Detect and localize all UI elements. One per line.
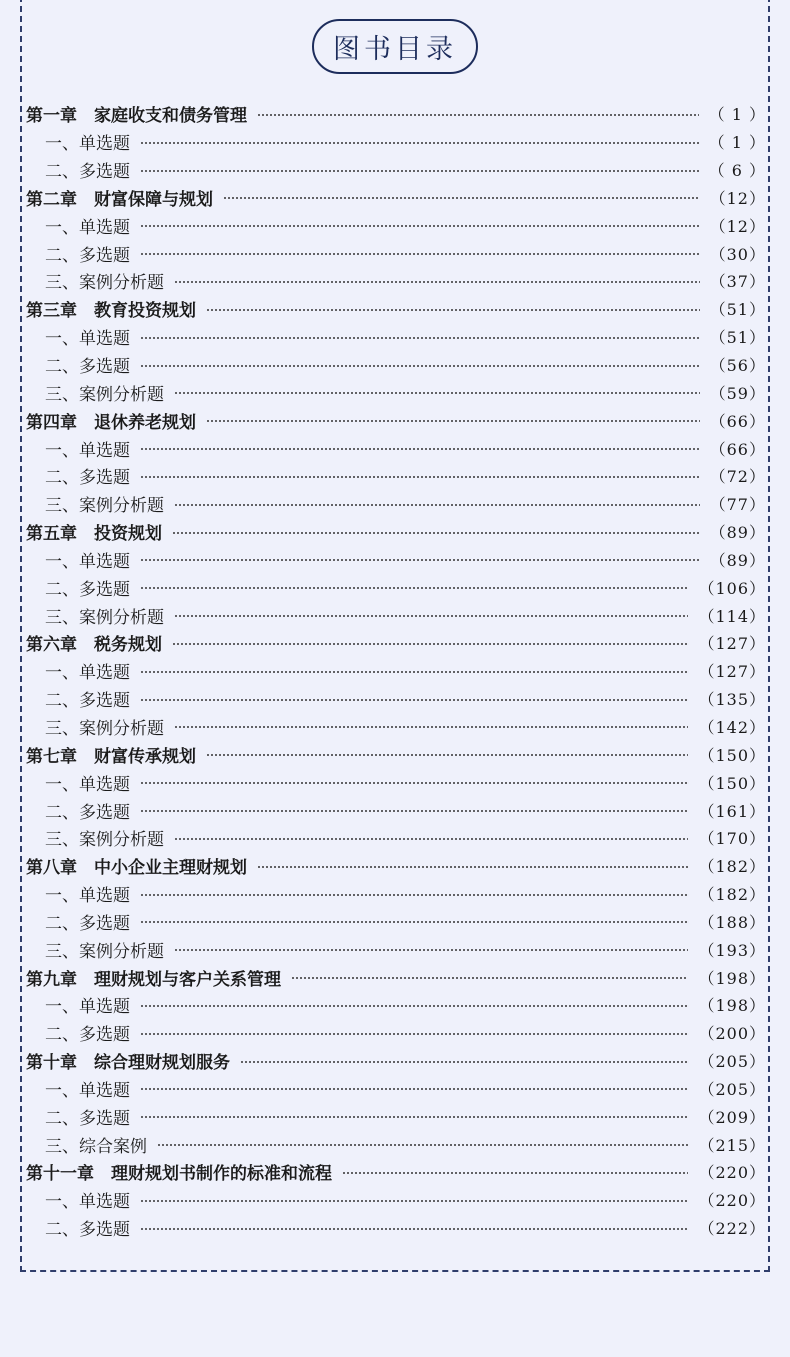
toc-entry-label: 二、多选题	[45, 468, 130, 489]
toc-section-row[interactable]	[26, 1214, 766, 1242]
toc-entry-label: 一、单选题	[45, 663, 130, 684]
toc-entry-label: 一、单选题	[45, 217, 130, 238]
dot-leader	[291, 977, 688, 979]
dot-leader	[174, 949, 688, 951]
dot-leader	[257, 866, 688, 868]
dot-leader	[140, 1116, 688, 1118]
toc-section-row[interactable]	[26, 601, 766, 629]
toc-section-row[interactable]	[26, 128, 766, 156]
toc-entry-label: 二、多选题	[45, 802, 130, 823]
dot-leader	[140, 587, 688, 589]
toc-page-number: （106）	[698, 578, 766, 598]
toc-page-number: （198）	[698, 996, 766, 1016]
toc-entry-label: 第五章 投资规划	[26, 524, 162, 545]
toc-page-number: （114）	[698, 606, 766, 626]
toc-entry-label: 第二章 财富保障与规划	[26, 189, 213, 210]
toc-section-row[interactable]	[26, 1186, 766, 1214]
toc-chapter-row[interactable]	[26, 1158, 766, 1186]
toc-page-number: （56）	[709, 356, 766, 376]
toc-entry-label: 二、多选题	[45, 357, 130, 378]
dot-leader	[257, 114, 699, 116]
toc-chapter-row[interactable]	[26, 963, 766, 991]
toc-entry-label: 三、案例分析题	[45, 607, 164, 628]
toc-page-number: （59）	[709, 383, 766, 403]
toc-page-number: （37）	[709, 272, 766, 292]
toc-section-row[interactable]	[26, 824, 766, 852]
dot-leader	[174, 281, 700, 283]
dot-leader	[140, 337, 700, 339]
toc-page-number: （142）	[698, 717, 766, 737]
dot-leader	[206, 754, 688, 756]
dot-leader	[140, 894, 688, 896]
toc-entry-label: 三、综合案例	[45, 1136, 147, 1157]
toc-entry-label: 三、案例分析题	[45, 941, 164, 962]
toc-page-number: （182）	[698, 857, 766, 877]
dot-leader	[174, 726, 688, 728]
toc-section-row[interactable]	[26, 462, 766, 490]
toc-section-row[interactable]	[26, 657, 766, 685]
dot-leader	[140, 782, 688, 784]
dot-leader	[140, 810, 688, 812]
toc-entry-label: 一、单选题	[45, 774, 130, 795]
toc-chapter-row[interactable]	[26, 518, 766, 546]
toc-entry-label: 第四章 退休养老规划	[26, 412, 196, 433]
toc-entry-label: 二、多选题	[45, 1108, 130, 1129]
toc-page-number: （220）	[698, 1191, 766, 1211]
dot-leader	[140, 671, 688, 673]
toc-entry-label: 二、多选题	[45, 245, 130, 266]
toc-entry-label: 一、单选题	[45, 997, 130, 1018]
toc-entry-label: 第三章 教育投资规划	[26, 301, 196, 322]
toc-section-row[interactable]	[26, 768, 766, 796]
toc-chapter-row[interactable]	[26, 295, 766, 323]
toc-section-row[interactable]	[26, 434, 766, 462]
toc-page-number: （188）	[698, 912, 766, 932]
toc-chapter-row[interactable]	[26, 406, 766, 434]
toc-page-number: （51）	[709, 300, 766, 320]
toc-section-row[interactable]	[26, 991, 766, 1019]
toc-page-number: （205）	[698, 1079, 766, 1099]
toc-page-number: （89）	[709, 523, 766, 543]
toc-entry-label: 第十一章 理财规划书制作的标准和流程	[26, 1164, 332, 1185]
dot-leader	[140, 699, 688, 701]
toc-page-number: （222）	[698, 1219, 766, 1239]
toc-entry-label: 三、案例分析题	[45, 718, 164, 739]
dot-leader	[174, 392, 700, 394]
toc-section-row[interactable]	[26, 880, 766, 908]
toc-page-number: （198）	[698, 968, 766, 988]
toc-section-row[interactable]	[26, 685, 766, 713]
toc-section-row[interactable]	[26, 211, 766, 239]
dot-leader	[140, 476, 700, 478]
toc-page-number: （ 6 ）	[708, 161, 766, 181]
toc-page-number: （209）	[698, 1107, 766, 1127]
toc-entry-label: 二、多选题	[45, 1220, 130, 1241]
toc-entry-label: 二、多选题	[45, 913, 130, 934]
toc-section-row[interactable]	[26, 1075, 766, 1103]
dot-leader	[140, 921, 688, 923]
dot-leader	[157, 1144, 688, 1146]
toc-page-number: （182）	[698, 885, 766, 905]
toc-entry-label: 第八章 中小企业主理财规划	[26, 858, 247, 879]
toc-entry-label: 一、单选题	[45, 134, 130, 155]
toc-entry-label: 一、单选题	[45, 1080, 130, 1101]
toc-page-number: （135）	[698, 690, 766, 710]
toc-section-row[interactable]	[26, 546, 766, 574]
dot-leader	[174, 615, 688, 617]
toc-page-number: （170）	[698, 829, 766, 849]
toc-section-row[interactable]	[26, 239, 766, 267]
toc-page-number: （220）	[698, 1163, 766, 1183]
dot-leader	[172, 643, 688, 645]
toc-entry-label: 三、案例分析题	[45, 273, 164, 294]
dot-leader	[140, 1088, 688, 1090]
toc-page-number: （72）	[709, 467, 766, 487]
toc-entry-label: 三、案例分析题	[45, 384, 164, 405]
dot-leader	[172, 532, 700, 534]
dot-leader	[140, 170, 699, 172]
toc-section-row[interactable]	[26, 156, 766, 184]
toc-page-number: （205）	[698, 1052, 766, 1072]
toc-section-row[interactable]	[26, 1130, 766, 1158]
toc-section-row[interactable]	[26, 267, 766, 295]
toc-entry-label: 第七章 财富传承规划	[26, 746, 196, 767]
toc-chapter-row[interactable]	[26, 184, 766, 212]
page-title: 图书目录	[312, 19, 478, 74]
toc-page-number: （30）	[709, 244, 766, 264]
toc-section-row[interactable]	[26, 1019, 766, 1047]
toc-page-number: （51）	[709, 328, 766, 348]
toc-section-row[interactable]	[26, 351, 766, 379]
table-of-contents	[26, 100, 766, 1242]
toc-section-row[interactable]	[26, 935, 766, 963]
dot-leader	[140, 253, 700, 255]
toc-page-number: （12）	[709, 216, 766, 236]
toc-entry-label: 一、单选题	[45, 886, 130, 907]
dot-leader	[140, 1228, 688, 1230]
dot-leader	[223, 197, 700, 199]
dot-leader	[140, 1033, 688, 1035]
toc-page-number: （12）	[709, 188, 766, 208]
toc-page-number: （150）	[698, 773, 766, 793]
toc-page-number: （66）	[709, 439, 766, 459]
toc-chapter-row[interactable]	[26, 740, 766, 768]
toc-page-number: （ 1 ）	[708, 105, 766, 125]
dot-leader	[140, 559, 700, 561]
dot-leader	[140, 225, 700, 227]
toc-section-row[interactable]	[26, 490, 766, 518]
toc-entry-label: 一、单选题	[45, 329, 130, 350]
toc-entry-label: 一、单选题	[45, 440, 130, 461]
toc-entry-label: 第十章 综合理财规划服务	[26, 1053, 230, 1074]
toc-entry-label: 三、案例分析题	[45, 496, 164, 517]
toc-page-number: （127）	[698, 634, 766, 654]
toc-entry-label: 二、多选题	[45, 1025, 130, 1046]
dot-leader	[206, 309, 700, 311]
toc-page-number: （150）	[698, 745, 766, 765]
dot-leader	[342, 1172, 688, 1174]
toc-section-row[interactable]	[26, 378, 766, 406]
dot-leader	[240, 1061, 688, 1063]
toc-page-number: （215）	[698, 1135, 766, 1155]
dot-leader	[140, 365, 700, 367]
toc-chapter-row[interactable]	[26, 852, 766, 880]
toc-page-number: （193）	[698, 940, 766, 960]
toc-page-number: （200）	[698, 1024, 766, 1044]
toc-section-row[interactable]	[26, 907, 766, 935]
toc-entry-label: 二、多选题	[45, 579, 130, 600]
toc-entry-label: 一、单选题	[45, 1192, 130, 1213]
toc-page-number: （161）	[698, 801, 766, 821]
dot-leader	[174, 838, 688, 840]
toc-entry-label: 第九章 理财规划与客户关系管理	[26, 969, 281, 990]
toc-page-number: （127）	[698, 662, 766, 682]
toc-page-number: （89）	[709, 550, 766, 570]
dot-leader	[174, 504, 700, 506]
toc-chapter-row[interactable]	[26, 100, 766, 128]
toc-section-row[interactable]	[26, 323, 766, 351]
toc-section-row[interactable]	[26, 796, 766, 824]
dot-leader	[140, 448, 700, 450]
toc-section-row[interactable]	[26, 713, 766, 741]
toc-entry-label: 二、多选题	[45, 162, 130, 183]
toc-entry-label: 一、单选题	[45, 551, 130, 572]
dot-leader	[140, 1200, 688, 1202]
toc-section-row[interactable]	[26, 573, 766, 601]
toc-page-number: （ 1 ）	[708, 133, 766, 153]
toc-chapter-row[interactable]	[26, 629, 766, 657]
toc-entry-label: 第六章 税务规划	[26, 635, 162, 656]
toc-page-number: （77）	[709, 495, 766, 515]
toc-chapter-row[interactable]	[26, 1047, 766, 1075]
dot-leader	[140, 142, 699, 144]
dot-leader	[140, 1005, 688, 1007]
dot-leader	[206, 420, 700, 422]
toc-entry-label: 第一章 家庭收支和债务管理	[26, 106, 247, 127]
toc-section-row[interactable]	[26, 1102, 766, 1130]
toc-page-number: （66）	[709, 411, 766, 431]
toc-entry-label: 二、多选题	[45, 691, 130, 712]
toc-entry-label: 三、案例分析题	[45, 830, 164, 851]
